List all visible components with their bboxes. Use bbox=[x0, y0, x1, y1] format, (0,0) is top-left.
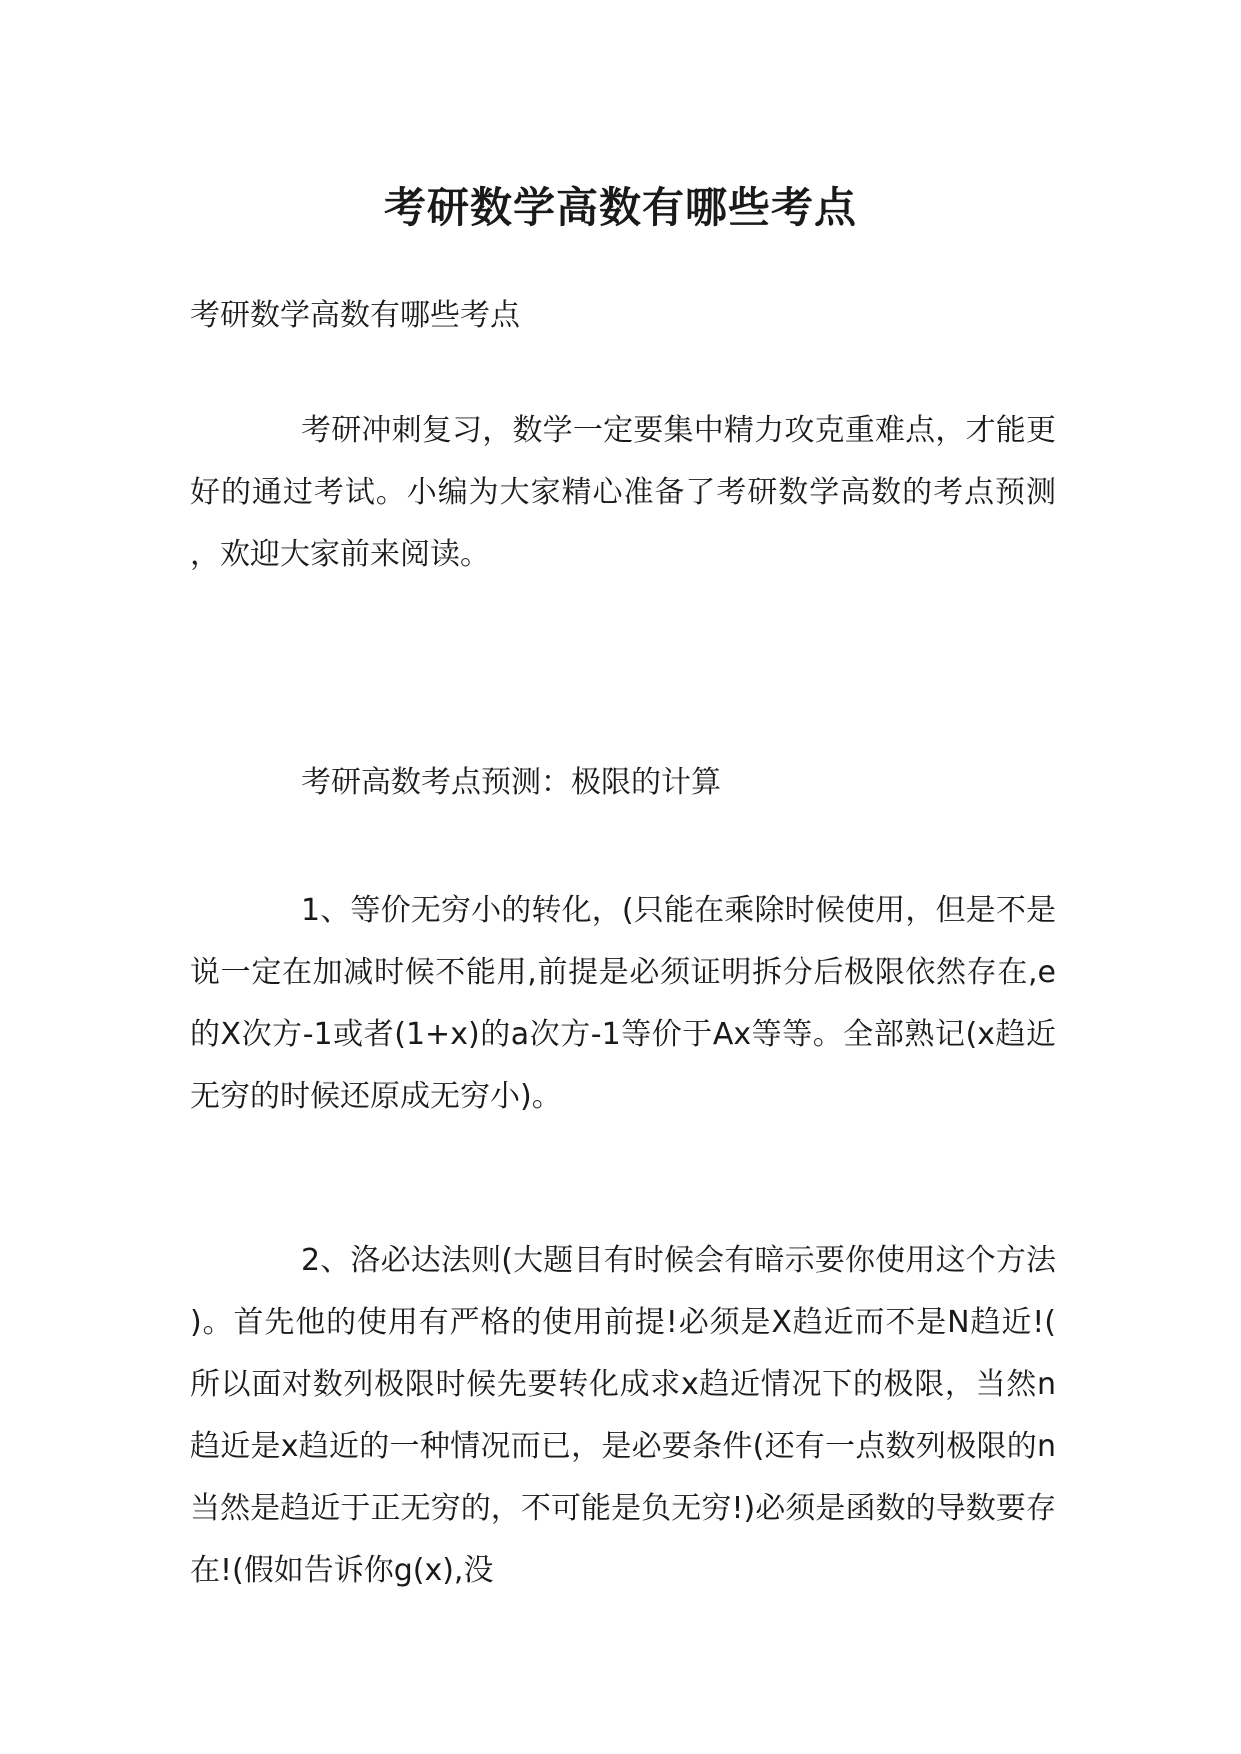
document-title: 考研数学高数有哪些考点 bbox=[383, 183, 857, 233]
list-item-lhopital-rule: 2、洛必达法则(大题目有时候会有暗示要你使用这个方法)。首先他的使用有严格的使用前提!必须是X趋近而不是N趋近!(所以面对数列极限时候先要转化成求x趋近情况下的极限，当然n趋近是x趋近的一种情况而已，是必要条件(还有一点数列极限的n当然是趋近于正无穷的，不可能是负无穷!)必须是函数的导数要存在!(假如告诉你g(x),没 bbox=[190, 1243, 1056, 1588]
list-item-equivalent-infinitesimal: 1、等价无穷小的转化，(只能在乘除时候使用，但是不是说一定在加减时候不能用,前提是必须证明拆分后极限依然存在,e的X次方-1或者(1+x)的a次方-1等价于Ax等等。全部熟记(x趋近无穷的时候还原成无穷小)。 bbox=[190, 893, 1056, 1114]
section-heading: 考研高数考点预测：极限的计算 bbox=[301, 765, 721, 800]
document-subtitle: 考研数学高数有哪些考点 bbox=[190, 298, 520, 333]
intro-paragraph: 考研冲刺复习，数学一定要集中精力攻克重难点，才能更好的通过考试。小编为大家精心准备了考研数学高数的考点预测，欢迎大家前来阅读。 bbox=[190, 413, 1056, 572]
